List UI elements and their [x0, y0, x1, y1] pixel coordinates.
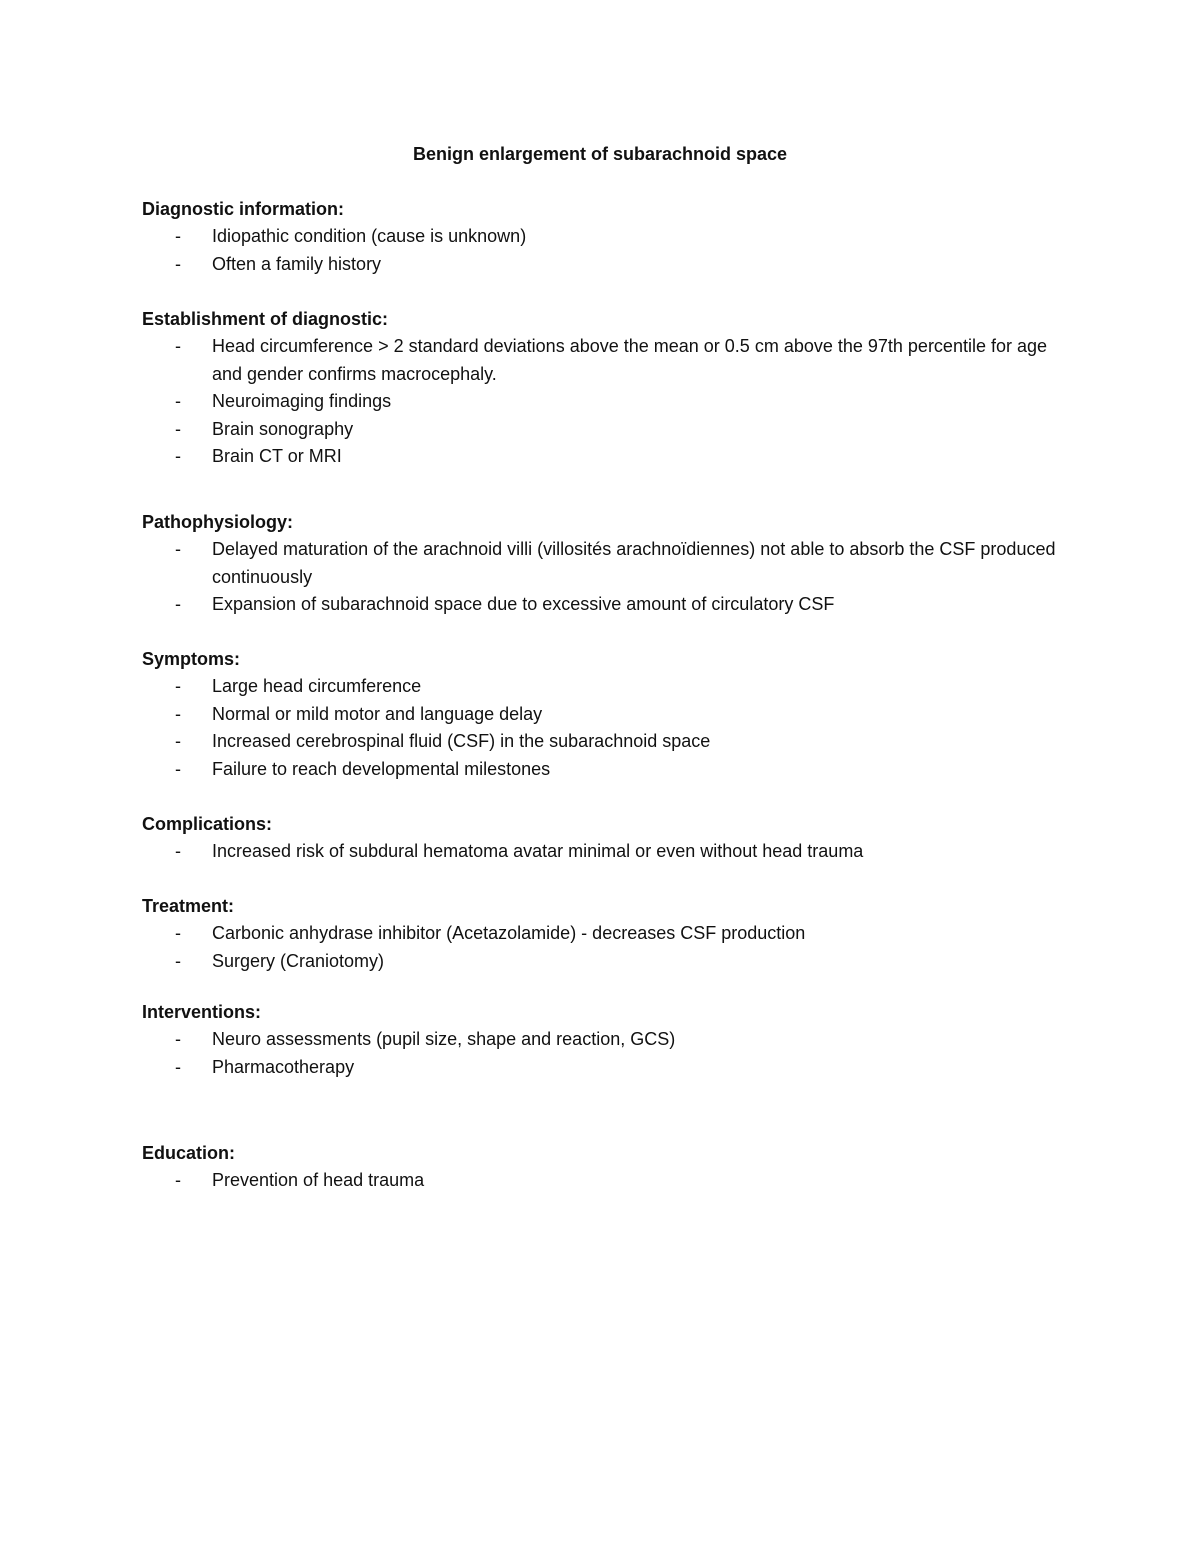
section-interventions — [142, 999, 1062, 1081]
list-item — [142, 673, 1062, 701]
dash-bullet: - — [175, 418, 181, 439]
list-item-text: Pharmacotherapy — [212, 1056, 355, 1077]
dash-bullet: - — [175, 446, 181, 466]
dash-bullet: - — [175, 226, 181, 246]
list-item-text: Surgery (Craniotomy) — [212, 950, 385, 971]
dash-bullet: - — [175, 539, 181, 559]
section-complications — [142, 811, 1062, 866]
section-education — [142, 1140, 1062, 1195]
bullet-list — [142, 536, 1062, 619]
list-item — [142, 838, 1062, 866]
list-item — [142, 443, 1062, 471]
list-item — [142, 756, 1062, 784]
list-item — [142, 223, 1062, 251]
dash-bullet: - — [175, 391, 181, 411]
section-treatment — [142, 893, 1062, 975]
list-item-text: Brain CT or MRI — [212, 446, 342, 466]
list-item-text: Increased cerebrospinal fluid (CSF) in the subarachnoid space — [212, 731, 711, 751]
list-item — [142, 416, 1062, 444]
section-heading: Interventions: — [142, 1002, 262, 1022]
list-item-text: Brain sonography — [212, 418, 354, 439]
section-heading: Symptoms: — [142, 649, 241, 669]
dash-bullet: - — [175, 950, 181, 971]
dash-bullet: - — [175, 253, 181, 274]
dash-bullet: - — [175, 594, 181, 614]
dash-bullet: - — [175, 1056, 181, 1077]
list-item-text: Increased risk of subdural hematoma avatar minimal or even without head trauma — [212, 841, 864, 861]
document-title: Benign enlargement of subarachnoid space — [412, 144, 788, 164]
list-item-text: Neuro assessments (pupil size, shape and reaction, GCS) — [212, 1029, 676, 1049]
dash-bullet: - — [175, 923, 181, 943]
bullet-list — [142, 223, 1062, 278]
list-item-text: Expansion of subarachnoid space due to excessive amount of circulatory CSF — [212, 594, 835, 614]
list-item — [142, 728, 1062, 756]
list-item-text: Failure to reach developmental milestones — [212, 758, 551, 779]
dash-bullet: - — [175, 676, 181, 696]
list-item-text: Neuroimaging findings — [212, 391, 392, 411]
list-item — [142, 333, 1062, 388]
bullet-list — [142, 333, 1062, 471]
dash-bullet: - — [175, 1170, 181, 1190]
bullet-list — [142, 1167, 1062, 1195]
list-item — [142, 701, 1062, 729]
bullet-list — [142, 838, 1062, 866]
dash-bullet: - — [175, 336, 181, 356]
bullet-list — [142, 673, 1062, 783]
dash-bullet: - — [175, 758, 181, 779]
dash-bullet: - — [175, 841, 181, 861]
section-heading: Complications: — [142, 814, 273, 834]
section-heading: Establishment of diagnostic: — [142, 309, 389, 329]
list-item-text: Delayed maturation of the arachnoid villi (villosités arachnoïdiennes) not able to absorb the CSF produced continuously — [212, 539, 1056, 587]
list-item-text: Idiopathic condition (cause is unknown) — [212, 226, 527, 246]
list-item — [142, 1054, 1062, 1082]
list-item-text: Carbonic anhydrase inhibitor (Acetazolamide) - decreases CSF production — [212, 923, 806, 943]
list-item — [142, 1026, 1062, 1054]
section-diagnostic-information — [142, 196, 1062, 278]
list-item — [142, 1167, 1062, 1195]
section-heading: Diagnostic information: — [142, 199, 344, 219]
list-item-text: Prevention of head trauma — [212, 1170, 425, 1190]
section-heading: Education: — [142, 1143, 235, 1163]
list-item — [142, 920, 1062, 948]
list-item — [142, 948, 1062, 976]
bullet-list — [142, 920, 1062, 975]
section-symptoms — [142, 646, 1062, 783]
list-item — [142, 251, 1062, 279]
bullet-list — [142, 1026, 1062, 1081]
section-pathophysiology — [142, 509, 1062, 619]
list-item — [142, 591, 1062, 619]
list-item — [142, 536, 1062, 591]
section-heading: Treatment: — [142, 896, 235, 916]
dash-bullet: - — [175, 731, 181, 751]
list-item-text: Often a family history — [212, 253, 382, 274]
section-establishment-of-diagnostic — [142, 306, 1062, 471]
dash-bullet: - — [175, 703, 181, 724]
list-item-text: Normal or mild motor and language delay — [212, 703, 543, 724]
section-heading: Pathophysiology: — [142, 512, 294, 532]
dash-bullet: - — [175, 1029, 181, 1049]
list-item — [142, 388, 1062, 416]
list-item-text: Large head circumference — [212, 676, 422, 696]
list-item-text: Head circumference > 2 standard deviations above the mean or 0.5 cm above the 97th percentile for age and gender confirms macrocephaly. — [212, 336, 1048, 384]
